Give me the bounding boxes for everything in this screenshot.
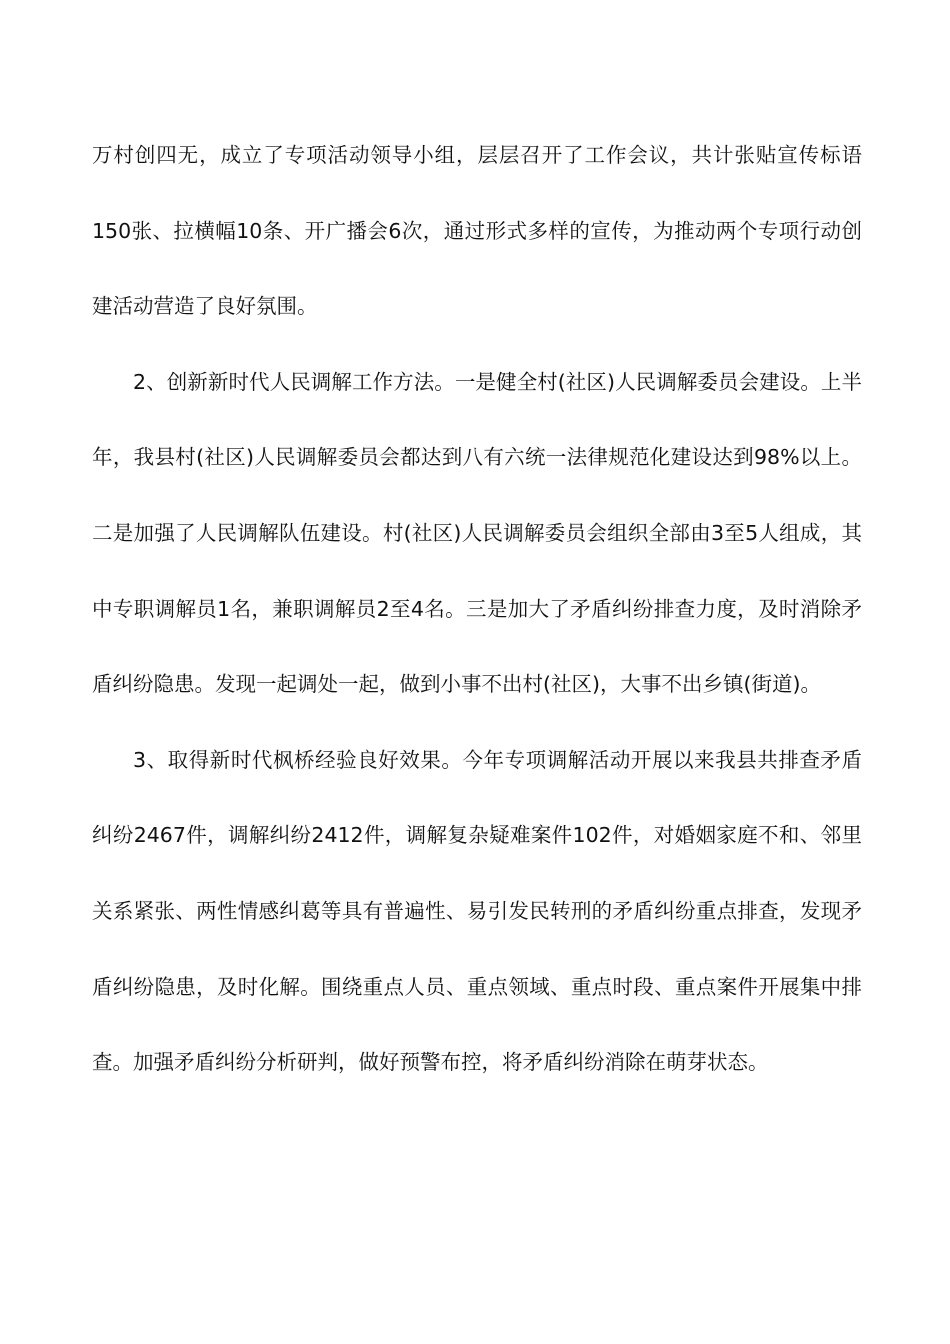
paragraph-mediation-methods: 2、创新新时代人民调解工作方法。一是健全村(社区)人民调解委员会建设。上半年，我县村(社区)人民调解委员会都达到八有六统一法律规范化建设达到98%以上。二是加强了人民调解队伍建设。村(社区)人民调解委员会组织全部由3至5人组成，其中专职调解员1名，兼职调解员2至4名。三是加大了矛盾纠纷排查力度，及时消除矛盾纠纷隐患。发现一起调处一起，做到小事不出村(社区)，大事不出乡镇(街道)。 [92, 369, 862, 697]
paragraph-fengqiao-results: 3、取得新时代枫桥经验良好效果。今年专项调解活动开展以来我县共排查矛盾纠纷2467件，调解纠纷2412件，调解复杂疑难案件102件，对婚姻家庭不和、邻里关系紧张、两性情感纠葛等具有普遍性、易引发民转刑的矛盾纠纷重点排查，发现矛盾纠纷隐患，及时化解。围绕重点人员、重点领域、重点时段、重点案件开展集中排查。加强矛盾纠纷分析研判，做好预警布控，将矛盾纠纷消除在萌芽状态。 [92, 747, 862, 1075]
document-body [92, 118, 862, 1101]
paragraph-continuation: 万村创四无，成立了专项活动领导小组，层层召开了工作会议，共计张贴宣传标语150张、拉横幅10条、开广播会6次，通过形式多样的宣传，为推动两个专项行动创建活动营造了良好氛围。 [92, 143, 862, 319]
